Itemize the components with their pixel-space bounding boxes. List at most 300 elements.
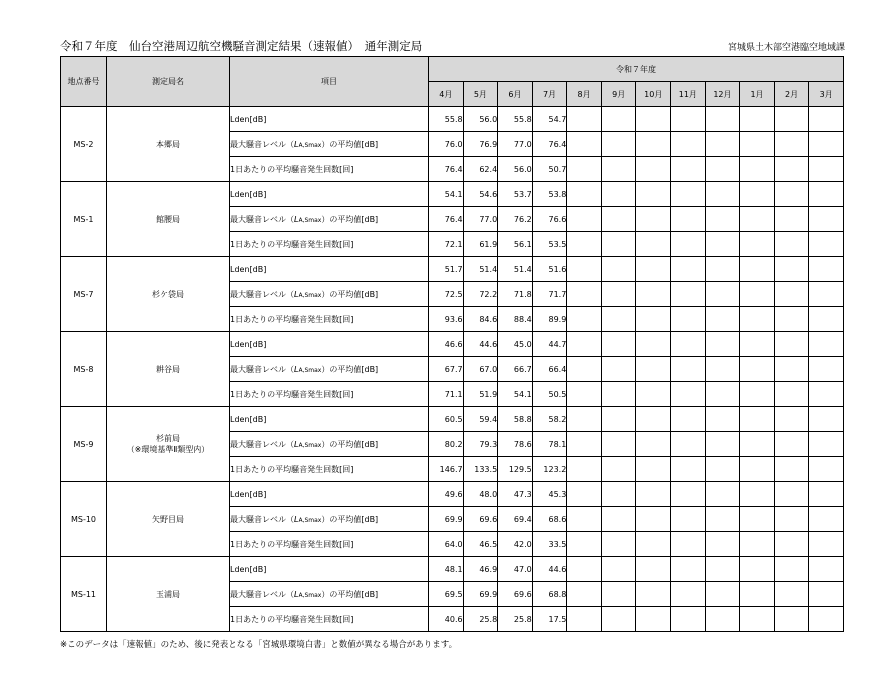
table-row	[61, 107, 844, 132]
value-cell: 25.8	[498, 607, 533, 632]
value-cell: 53.8	[532, 182, 567, 207]
header-fiscal-year: 令和７年度	[429, 57, 844, 82]
value-cell	[774, 357, 809, 382]
value-cell	[740, 582, 775, 607]
site-number: MS-2	[61, 107, 107, 182]
value-cell	[601, 182, 636, 207]
value-cell	[601, 332, 636, 357]
station-name-cell	[107, 407, 230, 482]
value-cell: 79.3	[463, 432, 498, 457]
site-number: MS-7	[61, 257, 107, 332]
item-label: Lden[dB]	[230, 557, 429, 582]
month-header: 10月	[636, 82, 671, 107]
value-cell	[705, 282, 740, 307]
value-cell: 69.4	[498, 507, 533, 532]
value-cell	[636, 157, 671, 182]
value-cell	[636, 507, 671, 532]
value-cell	[567, 182, 602, 207]
station-name: 杉前局	[156, 434, 180, 443]
value-cell	[671, 432, 706, 457]
value-cell: 42.0	[498, 532, 533, 557]
value-cell	[809, 357, 844, 382]
item-label-text: 最大騒音レベル（	[230, 514, 294, 524]
value-cell	[774, 282, 809, 307]
value-cell	[705, 307, 740, 332]
value-cell: 46.6	[429, 332, 464, 357]
value-cell	[705, 107, 740, 132]
value-cell: 46.9	[463, 557, 498, 582]
value-cell	[774, 607, 809, 632]
value-cell: 58.2	[532, 407, 567, 432]
value-cell	[705, 182, 740, 207]
header-item: 項目	[230, 57, 429, 107]
value-cell	[705, 532, 740, 557]
month-header: 11月	[671, 82, 706, 107]
value-cell	[809, 207, 844, 232]
value-cell: 76.9	[463, 132, 498, 157]
value-cell	[774, 132, 809, 157]
value-cell	[809, 307, 844, 332]
value-cell	[567, 607, 602, 632]
value-cell	[636, 407, 671, 432]
value-cell	[567, 207, 602, 232]
value-cell	[705, 332, 740, 357]
month-header: 5月	[463, 82, 498, 107]
value-cell: 54.6	[463, 182, 498, 207]
value-cell	[671, 557, 706, 582]
item-label-text: 最大騒音レベル（	[230, 364, 294, 374]
value-cell	[740, 407, 775, 432]
value-cell	[567, 382, 602, 407]
value-cell	[601, 532, 636, 557]
value-cell: 72.5	[429, 282, 464, 307]
value-cell	[671, 382, 706, 407]
item-label: 1日あたりの平均騒音発生回数[回]	[230, 157, 429, 182]
value-cell: 76.0	[429, 132, 464, 157]
month-header: 4月	[429, 82, 464, 107]
value-cell: 48.1	[429, 557, 464, 582]
value-cell	[671, 282, 706, 307]
value-cell	[740, 182, 775, 207]
value-cell	[774, 257, 809, 282]
value-cell	[601, 382, 636, 407]
value-cell	[601, 432, 636, 457]
value-cell	[567, 457, 602, 482]
item-label-text: 最大騒音レベル（	[230, 589, 294, 599]
value-cell: 45.0	[498, 332, 533, 357]
value-cell: 58.8	[498, 407, 533, 432]
value-cell	[774, 382, 809, 407]
item-label: 1日あたりの平均騒音発生回数[回]	[230, 457, 429, 482]
value-cell	[809, 532, 844, 557]
value-cell	[671, 532, 706, 557]
value-cell: 71.8	[498, 282, 533, 307]
item-label-text: 最大騒音レベル（	[230, 139, 294, 149]
value-cell	[671, 182, 706, 207]
value-cell: 71.1	[429, 382, 464, 407]
value-cell	[601, 457, 636, 482]
value-cell	[671, 232, 706, 257]
value-cell	[636, 532, 671, 557]
value-cell	[740, 107, 775, 132]
value-cell	[809, 407, 844, 432]
value-cell	[671, 132, 706, 157]
site-number: MS-1	[61, 182, 107, 257]
value-cell	[601, 482, 636, 507]
month-header: 9月	[601, 82, 636, 107]
value-cell: 62.4	[463, 157, 498, 182]
value-cell	[671, 607, 706, 632]
value-cell	[705, 582, 740, 607]
value-cell	[601, 232, 636, 257]
value-cell: 84.6	[463, 307, 498, 332]
value-cell: 51.4	[498, 257, 533, 282]
value-cell	[774, 482, 809, 507]
value-cell: 56.1	[498, 232, 533, 257]
value-cell	[601, 207, 636, 232]
table-row	[61, 482, 844, 507]
item-label-subscript: A,Smax	[298, 441, 322, 449]
value-cell	[636, 357, 671, 382]
value-cell: 93.6	[429, 307, 464, 332]
value-cell: 51.7	[429, 257, 464, 282]
value-cell	[636, 107, 671, 132]
organization-name: 宮城県土木部空港臨空地域課	[727, 43, 845, 53]
value-cell	[636, 457, 671, 482]
value-cell	[809, 482, 844, 507]
value-cell	[705, 257, 740, 282]
value-cell	[567, 257, 602, 282]
value-cell	[601, 307, 636, 332]
value-cell: 55.8	[498, 107, 533, 132]
item-label-text: 最大騒音レベル（	[230, 439, 294, 449]
value-cell	[740, 382, 775, 407]
value-cell	[671, 107, 706, 132]
value-cell	[601, 257, 636, 282]
value-cell: 17.5	[532, 607, 567, 632]
item-label-subscript: A,Smax	[298, 141, 322, 149]
item-label-text: ）の平均値[dB]	[321, 514, 379, 524]
value-cell: 76.4	[429, 207, 464, 232]
value-cell	[671, 482, 706, 507]
item-label: Lden[dB]	[230, 332, 429, 357]
value-cell	[705, 132, 740, 157]
item-label-subscript: A,Smax	[298, 216, 322, 224]
item-label-text: 最大騒音レベル（	[230, 289, 294, 299]
value-cell	[774, 182, 809, 207]
value-cell	[740, 607, 775, 632]
value-cell	[636, 557, 671, 582]
value-cell	[809, 232, 844, 257]
value-cell	[809, 432, 844, 457]
value-cell	[740, 332, 775, 357]
value-cell	[740, 157, 775, 182]
value-cell: 78.6	[498, 432, 533, 457]
value-cell: 55.8	[429, 107, 464, 132]
value-cell	[601, 132, 636, 157]
month-header: 2月	[774, 82, 809, 107]
value-cell	[567, 582, 602, 607]
value-cell	[774, 582, 809, 607]
table-row	[61, 332, 844, 357]
value-cell	[567, 307, 602, 332]
value-cell: 67.7	[429, 357, 464, 382]
item-label-symbol: L	[294, 364, 299, 374]
value-cell: 60.5	[429, 407, 464, 432]
item-label: Lden[dB]	[230, 107, 429, 132]
value-cell: 88.4	[498, 307, 533, 332]
value-cell	[601, 357, 636, 382]
station-name-cell	[107, 557, 230, 632]
item-label	[230, 507, 429, 532]
value-cell	[774, 207, 809, 232]
station-name-cell	[107, 482, 230, 557]
value-cell: 50.5	[532, 382, 567, 407]
value-cell	[740, 482, 775, 507]
value-cell	[705, 157, 740, 182]
value-cell: 76.2	[498, 207, 533, 232]
item-label-text: ）の平均値[dB]	[321, 589, 379, 599]
value-cell	[567, 507, 602, 532]
value-cell	[774, 532, 809, 557]
value-cell: 44.7	[532, 332, 567, 357]
value-cell: 69.9	[429, 507, 464, 532]
table-row	[61, 182, 844, 207]
value-cell	[705, 482, 740, 507]
noise-results-table	[60, 56, 844, 632]
value-cell	[705, 457, 740, 482]
value-cell	[601, 582, 636, 607]
value-cell	[567, 332, 602, 357]
value-cell	[567, 357, 602, 382]
item-label-text: 最大騒音レベル（	[230, 214, 294, 224]
value-cell	[774, 157, 809, 182]
value-cell: 76.6	[532, 207, 567, 232]
value-cell	[601, 607, 636, 632]
value-cell: 25.8	[463, 607, 498, 632]
value-cell	[601, 407, 636, 432]
value-cell	[636, 232, 671, 257]
item-label-text: ）の平均値[dB]	[321, 289, 379, 299]
value-cell	[740, 132, 775, 157]
value-cell	[705, 607, 740, 632]
value-cell: 51.6	[532, 257, 567, 282]
value-cell: 64.0	[429, 532, 464, 557]
value-cell: 89.9	[532, 307, 567, 332]
value-cell: 76.4	[429, 157, 464, 182]
value-cell	[774, 307, 809, 332]
value-cell: 76.4	[532, 132, 567, 157]
site-number: MS-9	[61, 407, 107, 482]
item-label	[230, 432, 429, 457]
header-site-number: 地点番号	[61, 57, 107, 107]
value-cell: 123.2	[532, 457, 567, 482]
item-label-symbol: L	[294, 439, 299, 449]
value-cell: 68.6	[532, 507, 567, 532]
value-cell	[809, 557, 844, 582]
value-cell	[809, 457, 844, 482]
value-cell	[774, 507, 809, 532]
value-cell	[671, 582, 706, 607]
station-name-cell	[107, 182, 230, 257]
value-cell	[567, 482, 602, 507]
value-cell: 47.0	[498, 557, 533, 582]
value-cell	[809, 507, 844, 532]
item-label-symbol: L	[294, 214, 299, 224]
item-label-text: ）の平均値[dB]	[321, 214, 379, 224]
value-cell	[636, 282, 671, 307]
value-cell: 48.0	[463, 482, 498, 507]
item-label	[230, 357, 429, 382]
table-row	[61, 407, 844, 432]
value-cell: 77.0	[463, 207, 498, 232]
value-cell: 69.6	[498, 582, 533, 607]
value-cell	[636, 582, 671, 607]
value-cell	[774, 557, 809, 582]
value-cell	[671, 332, 706, 357]
value-cell: 80.2	[429, 432, 464, 457]
value-cell: 67.0	[463, 357, 498, 382]
item-label	[230, 132, 429, 157]
value-cell	[671, 407, 706, 432]
item-label: Lden[dB]	[230, 482, 429, 507]
station-name: 矢野目局	[152, 514, 184, 524]
value-cell	[567, 132, 602, 157]
value-cell: 146.7	[429, 457, 464, 482]
item-label: 1日あたりの平均騒音発生回数[回]	[230, 532, 429, 557]
station-name-cell	[107, 257, 230, 332]
value-cell: 71.7	[532, 282, 567, 307]
value-cell: 51.4	[463, 257, 498, 282]
value-cell: 59.4	[463, 407, 498, 432]
value-cell	[809, 107, 844, 132]
table-row	[61, 257, 844, 282]
value-cell	[809, 607, 844, 632]
month-header: 6月	[498, 82, 533, 107]
value-cell	[705, 207, 740, 232]
item-label: 1日あたりの平均騒音発生回数[回]	[230, 232, 429, 257]
value-cell	[636, 332, 671, 357]
value-cell: 68.8	[532, 582, 567, 607]
header-station-name: 測定局名	[107, 57, 230, 107]
value-cell	[774, 432, 809, 457]
value-cell: 69.9	[463, 582, 498, 607]
value-cell	[809, 182, 844, 207]
value-cell	[705, 232, 740, 257]
value-cell	[774, 332, 809, 357]
page-header	[60, 38, 845, 54]
value-cell: 50.7	[532, 157, 567, 182]
value-cell	[774, 407, 809, 432]
value-cell: 133.5	[463, 457, 498, 482]
item-label-subscript: A,Smax	[298, 291, 322, 299]
table-body	[61, 107, 844, 632]
value-cell	[671, 307, 706, 332]
item-label: Lden[dB]	[230, 182, 429, 207]
value-cell: 66.7	[498, 357, 533, 382]
item-label-symbol: L	[294, 589, 299, 599]
value-cell	[567, 157, 602, 182]
value-cell	[601, 107, 636, 132]
value-cell	[636, 307, 671, 332]
value-cell	[567, 232, 602, 257]
page-title: 令和７年度 仙台空港周辺航空機騒音測定結果（速報値） 通年測定局	[60, 39, 423, 53]
value-cell: 66.4	[532, 357, 567, 382]
value-cell	[636, 182, 671, 207]
value-cell: 56.0	[498, 157, 533, 182]
value-cell	[809, 382, 844, 407]
station-note: （※環境基準Ⅱ類型内）	[126, 445, 210, 454]
station-name-cell	[107, 332, 230, 407]
month-header: 3月	[809, 82, 844, 107]
value-cell	[740, 457, 775, 482]
value-cell	[567, 557, 602, 582]
value-cell	[601, 557, 636, 582]
item-label-subscript: A,Smax	[298, 591, 322, 599]
value-cell	[601, 157, 636, 182]
value-cell: 78.1	[532, 432, 567, 457]
item-label: 1日あたりの平均騒音発生回数[回]	[230, 382, 429, 407]
value-cell: 53.7	[498, 182, 533, 207]
value-cell	[740, 257, 775, 282]
station-name: 耕谷局	[156, 364, 180, 374]
value-cell	[636, 382, 671, 407]
item-label	[230, 282, 429, 307]
station-name: 杉ケ袋局	[152, 289, 184, 299]
value-cell	[740, 357, 775, 382]
footnote: ※このデータは「速報値」のため、後に発表となる「宮城県環境白書」と数値が異なる場合があります。	[60, 640, 458, 650]
value-cell	[567, 282, 602, 307]
value-cell	[636, 482, 671, 507]
value-cell: 72.1	[429, 232, 464, 257]
value-cell	[740, 557, 775, 582]
item-label: 1日あたりの平均騒音発生回数[回]	[230, 307, 429, 332]
value-cell	[809, 582, 844, 607]
value-cell: 54.7	[532, 107, 567, 132]
site-number: MS-10	[61, 482, 107, 557]
value-cell	[809, 132, 844, 157]
item-label-subscript: A,Smax	[298, 366, 322, 374]
value-cell: 33.5	[532, 532, 567, 557]
value-cell	[636, 432, 671, 457]
table-row	[61, 557, 844, 582]
value-cell	[740, 282, 775, 307]
station-name: 館腰局	[156, 214, 180, 224]
value-cell	[705, 407, 740, 432]
value-cell	[671, 507, 706, 532]
value-cell	[705, 382, 740, 407]
item-label-symbol: L	[294, 289, 299, 299]
month-header: 1月	[740, 82, 775, 107]
value-cell	[601, 507, 636, 532]
station-name-cell	[107, 107, 230, 182]
value-cell	[705, 357, 740, 382]
value-cell	[636, 257, 671, 282]
value-cell	[601, 282, 636, 307]
value-cell: 69.6	[463, 507, 498, 532]
value-cell	[740, 432, 775, 457]
value-cell	[636, 607, 671, 632]
month-header: 8月	[567, 82, 602, 107]
value-cell: 72.2	[463, 282, 498, 307]
value-cell	[671, 207, 706, 232]
value-cell	[705, 507, 740, 532]
item-label-subscript: A,Smax	[298, 516, 322, 524]
value-cell	[809, 282, 844, 307]
month-header: 12月	[705, 82, 740, 107]
value-cell	[740, 532, 775, 557]
value-cell: 46.5	[463, 532, 498, 557]
